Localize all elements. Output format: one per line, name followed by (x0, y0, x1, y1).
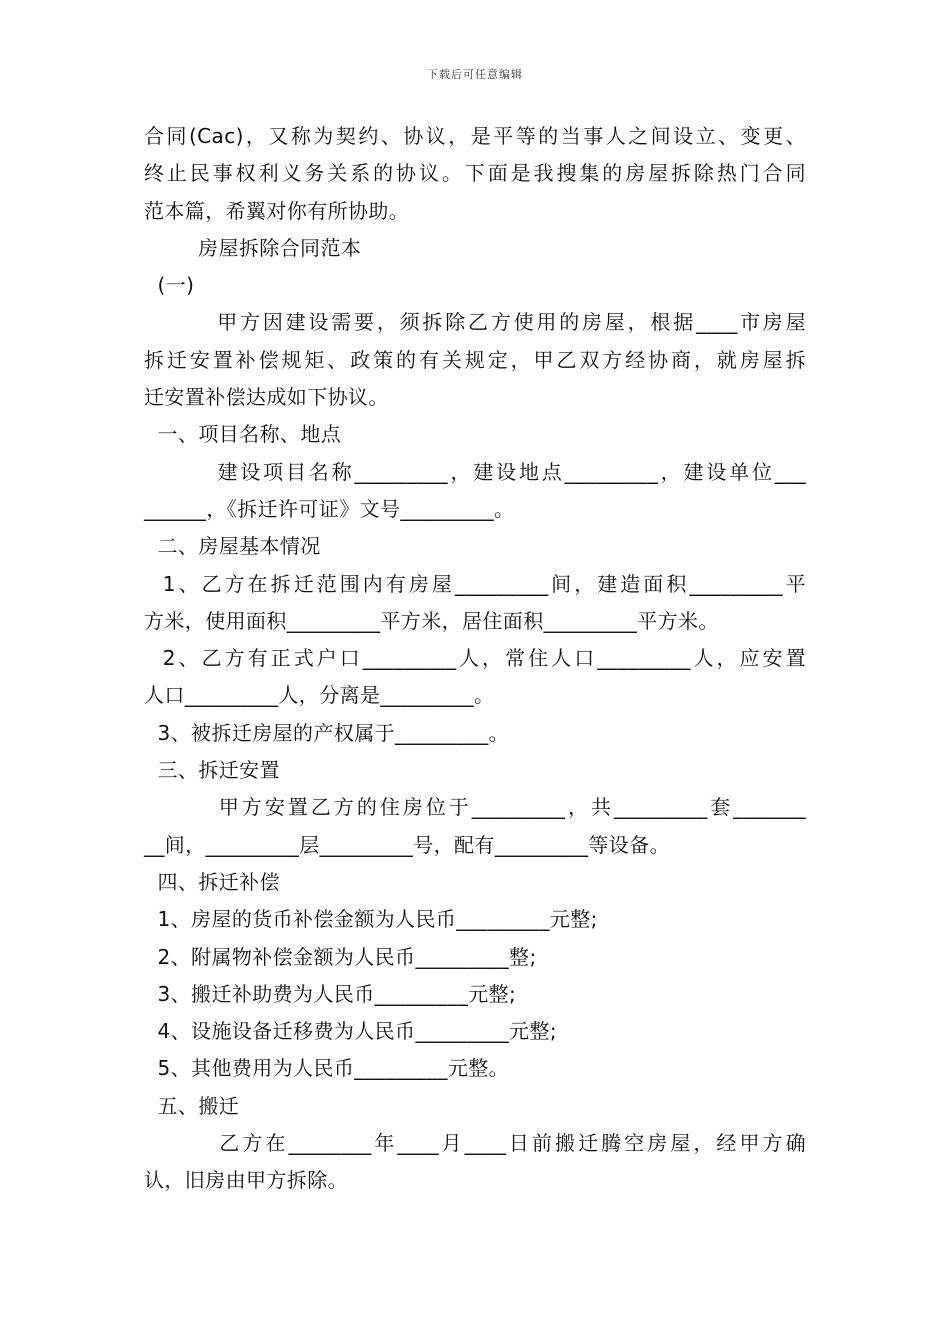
house-info-line-5: 3、被拆迁房屋的产权属于_________。 (144, 720, 510, 745)
heading-relocation: 五、搬迁 (144, 1093, 240, 1118)
compensation-item-3: 3、搬迁补助费为人民币_________元整; (144, 981, 517, 1006)
preamble-line-3: 迁安置补偿达成如下协议。 (144, 385, 389, 410)
heading-compensation: 四、拆迁补偿 (144, 869, 280, 894)
house-info-line-2: 方米，使用面积_________平方米，居住面积_________平方米。 (144, 608, 719, 633)
page-header-note: 下载后可任意编辑 (427, 68, 523, 81)
house-info-line-1: 1、乙方在拆迁范围内有房屋_________间，建造面积_________平 (144, 571, 806, 596)
section-number: (一) (144, 273, 195, 298)
compensation-item-4: 4、设施设备迁移费为人民币_________元整; (144, 1019, 557, 1044)
heading-resettlement: 三、拆迁安置 (144, 758, 280, 783)
intro-line-1: 合同(Cac)，又称为契约、协议，是平等的当事人之间设立、变更、 (144, 124, 806, 148)
document-body (144, 118, 806, 1200)
project-line-2: ______，《拆迁许可证》文号_________。 (144, 496, 515, 521)
relocation-line-1: 乙方在________年____月____日前搬迁腾空房屋，经甲方确 (144, 1131, 806, 1156)
intro-line-2: 终止民事权利义务关系的协议。下面是我搜集的房屋拆除热门合同 (144, 161, 806, 186)
compensation-item-5: 5、其他费用为人民币_________元整。 (144, 1056, 510, 1081)
resettlement-line-2: __间，_________层_________号，配有_________等设备。 (144, 832, 670, 857)
preamble-line-1: 甲方因建设需要，须拆除乙方使用的房屋，根据____市房屋 (144, 310, 806, 335)
compensation-item-2: 2、附属物补偿金额为人民币_________整; (144, 944, 537, 969)
relocation-line-2: 认，旧房由甲方拆除。 (144, 1168, 348, 1193)
house-info-line-4: 人口_________人，分离是_________。 (144, 683, 495, 708)
house-info-line-3: 2、乙方有正式户口_________人，常住人口_________人，应安置 (144, 646, 806, 671)
resettlement-line-1: 甲方安置乙方的住房位于_________，共_________套_______ (144, 795, 806, 820)
heading-house-info: 二、房屋基本情况 (144, 534, 321, 559)
heading-project: 一、项目名称、地点 (144, 422, 342, 447)
intro-line-3: 范本篇，希翼对你有所协助。 (144, 198, 410, 223)
document-title: 房屋拆除合同范本 (144, 235, 362, 260)
preamble-line-2: 拆迁安置补偿规矩、政策的有关规定，甲乙双方经协商，就房屋拆 (144, 347, 806, 372)
project-line-1: 建设项目名称_________，建设地点_________，建设单位___ (144, 459, 806, 484)
compensation-item-1: 1、房屋的货币补偿金额为人民币_________元整; (144, 907, 598, 932)
